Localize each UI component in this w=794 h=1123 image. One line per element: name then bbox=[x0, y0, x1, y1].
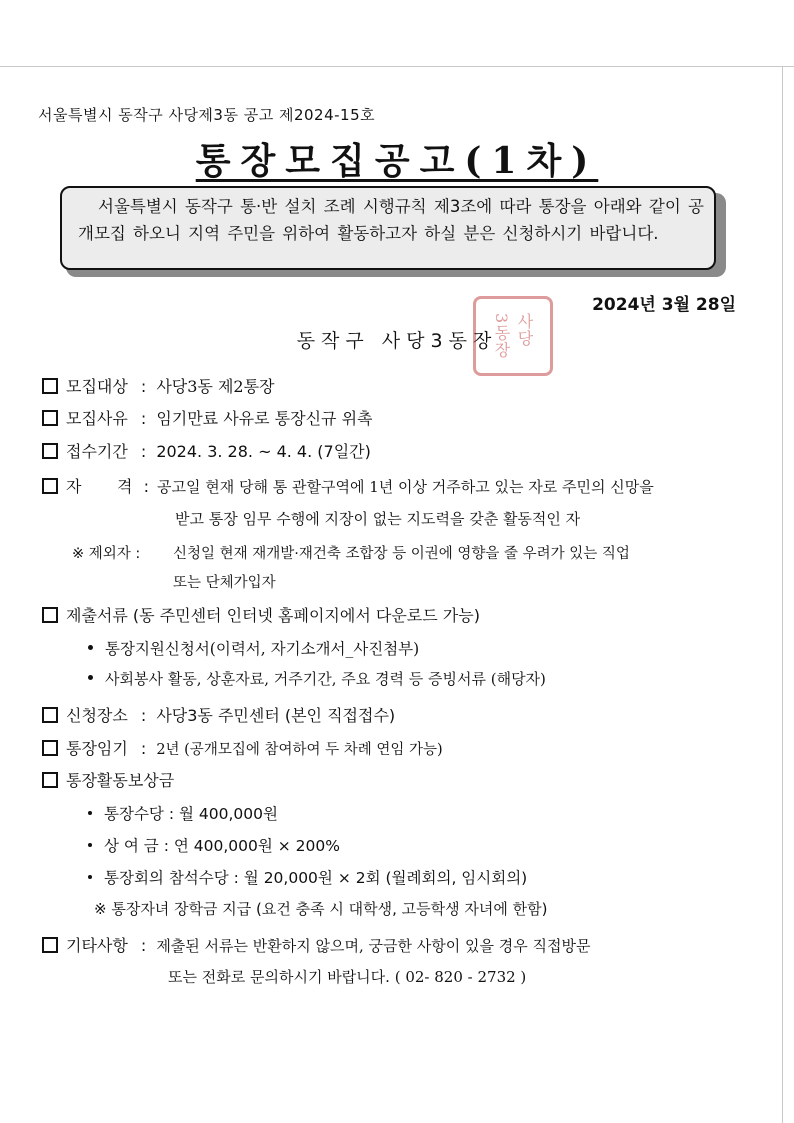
checkbox-icon bbox=[42, 607, 58, 623]
item-value: 2024. 3. 28. ~ 4. 4. (7일간) bbox=[156, 442, 371, 461]
bullet-icon bbox=[88, 843, 92, 847]
scan-edge-top bbox=[0, 66, 794, 67]
item-value: 사당3동 제2통장 bbox=[156, 377, 275, 396]
notice-date: 2024년 3월 28일 bbox=[592, 295, 736, 315]
page-title: 통장모집공고(1차) bbox=[195, 140, 599, 182]
item-label: 모집사유 bbox=[66, 409, 128, 428]
item-colon: : bbox=[140, 936, 147, 955]
item-colon: : bbox=[140, 739, 147, 758]
item-value-line1: 제출된 서류는 반환하지 않으며, 궁금한 사항이 있을 경우 직접방문 bbox=[156, 937, 591, 955]
item-label: 신청장소 bbox=[66, 706, 128, 725]
compensation-text: 통장수당 : 월 400,000원 bbox=[104, 805, 278, 823]
item-compensation bbox=[42, 768, 174, 791]
checkbox-icon bbox=[42, 937, 58, 953]
document-item bbox=[88, 637, 419, 659]
checkbox-icon bbox=[42, 772, 58, 788]
item-qualification bbox=[42, 474, 654, 497]
checkbox-icon bbox=[42, 740, 58, 756]
item-value-line2: 받고 통장 임무 수행에 지장이 없는 지도력을 갖춘 활동적인 자 bbox=[175, 510, 581, 528]
exclusion-line1: 신청일 현재 재개발·재건축 조합장 등 이권에 영향을 줄 우려가 있는 직업 bbox=[173, 546, 630, 562]
item-value-line2: 또는 전화로 문의하시기 바랍니다. ( 02- 820 - 2732 ) bbox=[168, 968, 527, 986]
item-colon: : bbox=[143, 477, 149, 496]
item-reason bbox=[42, 406, 373, 429]
scan-edge-right bbox=[782, 66, 783, 1123]
compensation-text: 상 여 금 : 연 400,000원 × 200% bbox=[104, 837, 340, 855]
item-place bbox=[42, 703, 395, 726]
item-etc bbox=[42, 933, 590, 956]
bullet-icon bbox=[88, 875, 92, 879]
item-documents bbox=[42, 603, 480, 626]
compensation-item bbox=[88, 834, 340, 856]
exclusion-label: ※ 제외자 : bbox=[72, 546, 141, 562]
item-period bbox=[42, 439, 371, 462]
item-label: 모집대상 bbox=[66, 377, 128, 396]
checkbox-icon bbox=[42, 707, 58, 723]
item-target bbox=[42, 374, 275, 397]
item-label: 기타사항 bbox=[66, 936, 128, 955]
item-colon: : bbox=[140, 442, 147, 461]
issuing-office: 동작구 사당3동장 bbox=[296, 330, 498, 352]
item-term bbox=[42, 736, 443, 759]
intro-box bbox=[60, 186, 716, 270]
item-colon: : bbox=[140, 706, 147, 725]
bullet-icon bbox=[88, 811, 92, 815]
item-value-line1: 공고일 현재 당해 통 관할구역에 1년 이상 거주하고 있는 자로 주민의 신망을 bbox=[157, 478, 654, 496]
item-label: 접수기간 bbox=[66, 442, 128, 461]
item-value: 사당3동 주민센터 (본인 직접접수) bbox=[156, 706, 396, 725]
bullet-icon bbox=[88, 675, 93, 680]
official-seal: 사당 3동장 bbox=[473, 296, 553, 376]
checkbox-icon bbox=[42, 410, 58, 426]
document-text: 통장지원신청서(이력서, 자기소개서_사진첨부) bbox=[105, 640, 420, 658]
checkbox-icon bbox=[42, 378, 58, 394]
scholarship-note: ※ 통장자녀 장학금 지급 (요건 충족 시 대학생, 고등학생 자녀에 한함) bbox=[94, 900, 548, 918]
document-text: 사회봉사 활동, 상훈자료, 거주기간, 주요 경력 등 증빙서류 (해당자) bbox=[105, 670, 546, 688]
compensation-item bbox=[88, 802, 278, 824]
checkbox-icon bbox=[42, 443, 58, 459]
item-label: 통장활동보상금 bbox=[66, 771, 175, 790]
item-colon: : bbox=[140, 409, 147, 428]
intro-text: 서울특별시 동작구 통·반 설치 조례 시행규칙 제3조에 따라 통장을 아래와 같이 공개모집 하오니 지역 주민을 위하여 활동하고자 하실 분은 신청하시기 바랍니다. bbox=[78, 197, 704, 243]
item-value: 2년 (공개모집에 참여하여 두 차례 연임 가능) bbox=[156, 742, 443, 758]
document-item bbox=[88, 668, 546, 689]
document-number: 서울특별시 동작구 사당제3동 공고 제2024-15호 bbox=[38, 106, 376, 124]
item-label: 통장임기 bbox=[66, 739, 128, 758]
checkbox-icon bbox=[42, 478, 58, 494]
exclusion-line2: 또는 단체가입자 bbox=[173, 575, 276, 591]
item-colon: : bbox=[140, 377, 147, 396]
compensation-item bbox=[88, 866, 527, 888]
bullet-icon bbox=[88, 645, 93, 650]
item-label: 자 격 bbox=[66, 477, 133, 496]
item-value: 임기만료 사유로 통장신규 위촉 bbox=[156, 409, 373, 428]
item-label: 제출서류 (동 주민센터 인터넷 홈페이지에서 다운로드 가능) bbox=[66, 606, 480, 625]
compensation-text: 통장회의 참석수당 : 월 20,000원 × 2회 (월례회의, 임시회의) bbox=[104, 869, 528, 887]
